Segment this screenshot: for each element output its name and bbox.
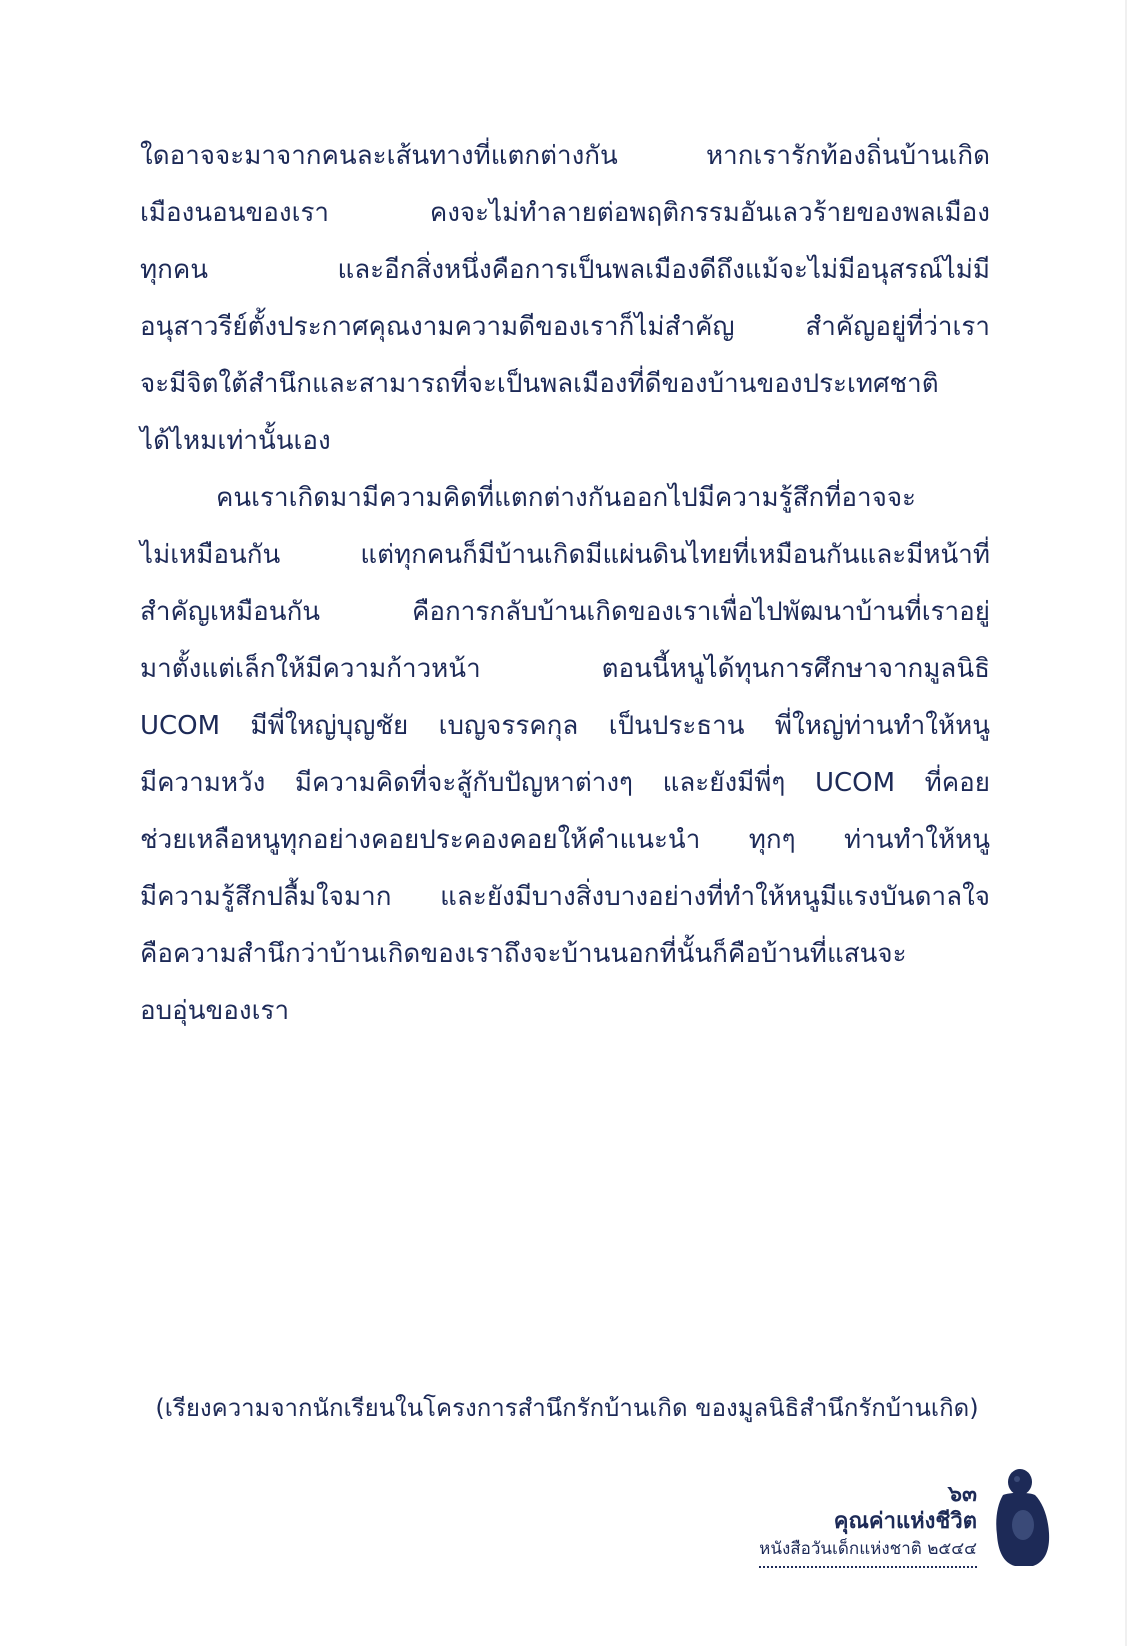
source-note: (เรียงความจากนักเรียนในโครงการสำนึกรักบ้านเกิด ของมูลนิธิสำนึกรักบ้านเกิด)	[155, 1394, 979, 1422]
essay-line: สำคัญเหมือนกัน คือการกลับบ้านเกิดของเราเพื่อไปพัฒนาบ้านที่เราอยู่	[140, 597, 990, 627]
page-number: ๖๓	[947, 1482, 977, 1507]
book-subtitle: หนังสือวันเด็กแห่งชาติ ๒๕๔๔	[759, 1536, 977, 1568]
book-title: คุณค่าแห่งชีวิต	[833, 1509, 977, 1534]
essay-line: มีความรู้สึกปลื้มใจมาก และยังมีบางสิ่งบางอย่างที่ทำให้หนูมีแรงบันดาลใจ	[140, 882, 990, 912]
essay-line: อนุสาวรีย์ตั้งประกาศคุณงามความดีของเราก็ไม่สำคัญ สำคัญอยู่ที่ว่าเรา	[140, 312, 990, 342]
essay-line: ช่วยเหลือหนูทุกอย่างคอยประคองคอยให้คำแนะนำ ทุกๆ ท่านทำให้หนู	[140, 825, 990, 855]
essay-line: ใดอาจจะมาจากคนละเส้นทางที่แตกต่างกัน หากเรารักท้องถิ่นบ้านเกิด	[140, 141, 990, 171]
silhouette-figure-icon	[993, 1465, 1051, 1567]
page-footer	[759, 1482, 977, 1568]
essay-line: UCOM มีพี่ใหญ่บุญชัย เบญจรรคกุล เป็นประธาน พี่ใหญ่ท่านทำให้หนู	[140, 711, 990, 741]
essay-line: มีความหวัง มีความคิดที่จะสู้กับปัญหาต่างๆ และยังมีพี่ๆ UCOM ที่คอย	[140, 768, 990, 798]
essay-body	[140, 128, 990, 1040]
essay-paragraph-start: คนเราเกิดมามีความคิดที่แตกต่างกันออกไปมีความรู้สึกที่อาจจะ	[216, 483, 917, 513]
essay-line: จะมีจิตใต้สำนึกและสามารถที่จะเป็นพลเมืองที่ดีของบ้านของประเทศชาติ	[140, 369, 939, 399]
essay-line: เมืองนอนของเรา คงจะไม่ทำลายต่อพฤติกรรมอันเลวร้ายของพลเมือง	[140, 198, 990, 228]
essay-line: คือความสำนึกว่าบ้านเกิดของเราถึงจะบ้านนอกที่นั้นก็คือบ้านที่แสนจะ	[140, 939, 907, 969]
essay-line: ไม่เหมือนกัน แต่ทุกคนก็มีบ้านเกิดมีแผ่นดินไทยที่เหมือนกันและมีหน้าที่	[140, 540, 990, 570]
essay-line: อบอุ่นของเรา	[140, 996, 290, 1026]
essay-line: ทุกคน และอีกสิ่งหนึ่งคือการเป็นพลเมืองดีถึงแม้จะไม่มีอนุสรณ์ไม่มี	[140, 255, 990, 285]
essay-line: มาตั้งแต่เล็กให้มีความก้าวหน้า ตอนนี้หนูได้ทุนการศึกษาจากมูลนิธิ	[140, 654, 990, 684]
essay-line: ได้ไหมเท่านั้นเอง	[140, 426, 331, 456]
